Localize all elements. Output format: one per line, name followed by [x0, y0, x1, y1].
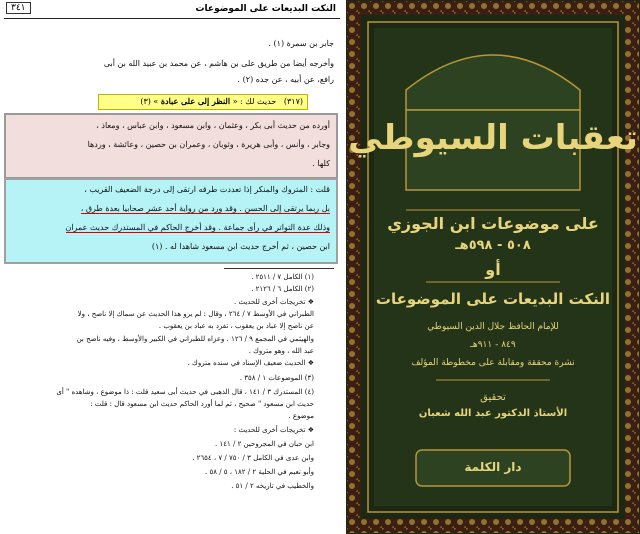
footnote: (٤) المستدرك ٣ / ١٤١ ، قال الذهبى في حديث أبى سعيد قلت : ذا موضوع ، وشاهده " أى [56, 388, 314, 396]
footnote: ❖ تخريجات أخرى للحديث . [234, 298, 314, 306]
cover-title: تعقبات السيوطي [348, 118, 638, 158]
footnote: (١) الكامل ٧ / ٢٥١١ . [251, 273, 314, 281]
footnote: وابن عدى في الكامل ٣ / ٧٥٠ / ٧ ، ٢٦٥٤ . [192, 454, 314, 462]
commentary-line: وذلك عدة التواتر في رأى جماعة . وقد أخرج الحاكم في المستدرك حديث عمران [65, 223, 330, 232]
cover-alt-title: النكت البديعات على الموضوعات [375, 290, 611, 308]
narrators-line: وجابر ، وأنس ، وأبى هريرة ، وثوبان ، وعمران بن حصين ، وعائشة ، وردها [87, 140, 330, 149]
cover-author: للإمام الحافظ جلال الدين السيوطي [427, 322, 559, 332]
footnote: والخطيب في تاريخه ٢ / ٥١ . [231, 482, 314, 490]
footnote: ابن حبان في المجروحين ٢ / ١٤١ . [215, 440, 314, 448]
commentary-line: قلت : المتروك والمنكر إذا تعددت طرقه ارتقى إلى درجة الضعيف القريب ، [84, 185, 330, 194]
text-line: رافع، عن أبيه ، عن جده (٢) . [237, 75, 334, 84]
footnote: والهيثمي في المجمع ٩ / ١٢٦ . وعزاه للطبراني في الكبير والأوسط ، وفيه ناصح بن [76, 335, 314, 343]
book-cover [346, 0, 640, 534]
hadith-heading: (٣١٧) حديث لك : « النظر إلى على عبادة » (٣) [98, 94, 308, 110]
footnote: (٣) الموضوعات ١ / ٣٥٨ . [239, 374, 314, 382]
commentary-line: بل ربما يرتقى إلى الحسن . وقد ورد من رواية أحد عشر صحابيا بعدة طرق ، [80, 204, 330, 213]
footnote: ❖ الحديث ضعيف الإسناد في سنده متروك . [187, 359, 314, 367]
page-number: ٣٤١ [6, 2, 31, 14]
narrators-line: كلها . [312, 159, 330, 168]
cover-editor: الأستاذ الدكتور عبد الله شعبان [418, 408, 568, 419]
footnote: ❖ تخريجات أخرى للحديث : [233, 426, 314, 434]
footnote: الطبراني في الأوسط ٧ / ٢٦٤ ، وقال : لم يرو هذا الحديث عن سماك إلا ناصح ، ولا [77, 310, 314, 318]
cover-subtitle: على موضوعات ابن الجوزي [387, 214, 599, 233]
footnote: موضوع . [288, 412, 314, 420]
footnote: عن ناصح إلا عباد بن يعقوب ، تفرد به عباد بن يعقوب . [158, 322, 314, 330]
footnote: (٢) الكامل ٦ / ٢١٢٦ . [251, 285, 314, 293]
text-line: وأخرجه أيضا من طريق على بن هاشم ، عن محمد بن عبيد الله بن أبى [103, 59, 334, 68]
text-line: جابر بن سمرة (١) . [268, 39, 334, 48]
cover-publisher: دار الكلمة [464, 460, 522, 474]
page-header-title: النكت البديعات على الموضوعات [195, 4, 336, 14]
cover-editor-label: تحقيق [480, 392, 506, 403]
footnote: وأبو نعيم في الحلية ٢ / ١٨٢ ، ٥ / ٥٨ . [205, 468, 314, 476]
narrators-line: أورده من حديث أبى بكر ، وعثمان ، وابن مسعود ، وابن عباس ، ومعاذ ، [96, 121, 330, 130]
cover-dates: ٥٠٨ - ٥٩٨هـ [455, 238, 531, 253]
footnote-separator [224, 268, 334, 269]
cover-or: أو [485, 260, 501, 279]
hadith-label: حديث لك : [240, 97, 277, 106]
hadith-ref: (٣) [140, 97, 151, 106]
footnote: عبد الله ، وهو متروك . [248, 347, 314, 355]
footnote: حديث ابن مسعود " صحيح ، ثم لما أورد الحاكم حديث ابن مسعود قال : قلت : [90, 400, 314, 408]
commentary-line: ابن حصين ، ثم أخرج حديث ابن مسعود شاهدا له . (١) [151, 242, 330, 251]
page-header [4, 4, 340, 19]
hadith-title: النظر إلى على عبادة [160, 96, 231, 106]
cover-author-dates: ٨٤٩ - ٩١١هـ [470, 340, 516, 350]
hadith-number: (٣١٧) [283, 97, 303, 106]
cover-edition-note: نشرة محققة ومقابلة على مخطوطة المؤلف [411, 358, 575, 368]
